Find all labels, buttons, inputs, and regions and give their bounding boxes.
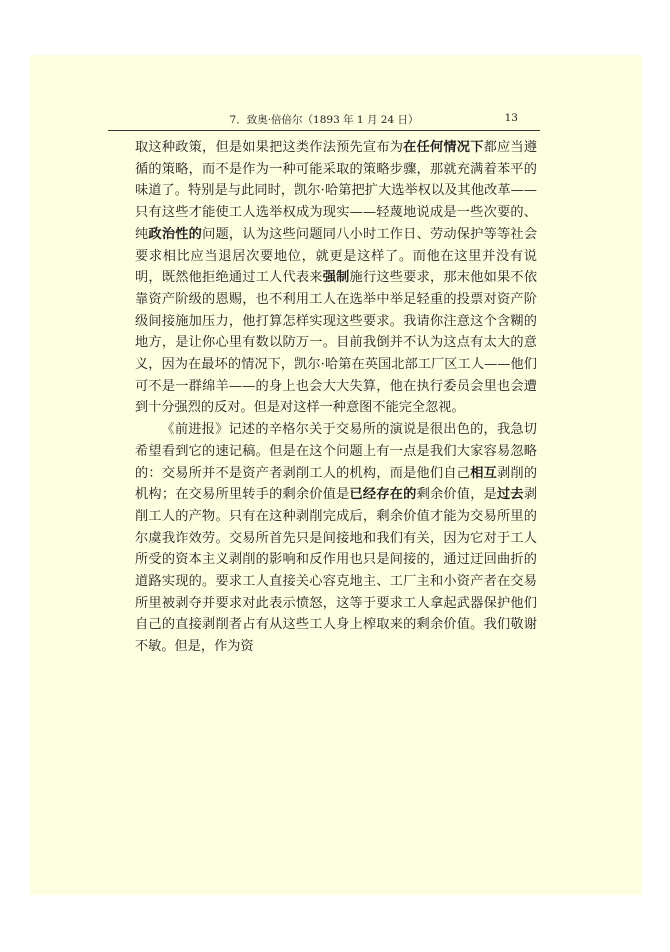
text-segment: 问题，认为这些问题同八小时工作日、劳动保护等等社会要求相比应当退居次要地位，就更是这样了。而他在这里并没有说明，既然他拒绝通过工人代表来 bbox=[135, 226, 538, 286]
emphasized-text: 政治性的 bbox=[148, 226, 203, 242]
header-title: 7．致奥·倍倍尔（1893 年 1 月 24 日） bbox=[229, 114, 419, 126]
emphasized-text: 在任何情况下 bbox=[403, 140, 484, 155]
page-number: 13 bbox=[504, 112, 518, 124]
emphasized-text: 过去 bbox=[497, 487, 524, 503]
text-segment: 剩余价值，是 bbox=[416, 487, 498, 503]
paragraph-2 bbox=[135, 419, 537, 658]
text-segment: 都应当遵循的策略，而不是作为一种可能采取的策略步骤，那就充满着苯平的味道了。特别是与此同时，凯尔·哈第把扩大选举权以及其他改革——只有这些才能使工人选举权成为现实——轻蔑地说成是一些次要的、纯 bbox=[135, 140, 538, 242]
text-segment: 取这种政策，但是如果把这类作法预先宣布为 bbox=[135, 140, 404, 155]
emphasized-text: 已经存在的 bbox=[349, 487, 417, 503]
text-segment: 《前进报》记述的辛格尔关于交易所的演说是很出色的，我急切希望看到它的速记稿。但是在这个问题上有一点是我们大家容易忽略的：交易所并不是资产者剥削工人的机构，而是他们自己 bbox=[135, 422, 537, 481]
emphasized-text: 相互 bbox=[470, 465, 498, 481]
running-header bbox=[108, 108, 540, 131]
text-segment: 施行这些要求，那末他如果不依靠资产阶级的恩赐，也不利用工人在选举中举足轻重的投票对资产阶级间接施加压力，他打算怎样实现这些要求。我请你注意这个含糊的地方，是让你心里有数以防万一。目前我倒并不认为这点有太大的意义，因为在最坏的情况下，凯尔·哈第在英国北部工厂区工人——他们可不是一群绵羊——的身上也会大大失算，他在执行委员会里也会遭到十分强烈的反对。但是对这样一种意图不能完全忽视。 bbox=[135, 270, 538, 416]
emphasized-text: 强制 bbox=[322, 270, 350, 286]
paragraph-1 bbox=[135, 137, 537, 419]
text-segment: 剥削的机构；在交易所里转手的剩余价值是 bbox=[135, 465, 538, 503]
text-segment: 剥削工人的产物。只有在这种剥削完成后，剩余价值才能为交易所里的尔虞我诈效劳。交易所首先只是间接地和我们有关，因为它对于工人所受的资本主义剥削的影响和反作用也只是间接的，通过迂回曲折的道路实现的。要求工人直接关心容克地主、工厂主和小资产者在交易所里被剥夺并要求对此表示愤怒，这等于要求工人拿起武器保护他们自己的直接剥削者占有从这些工人身上榨取来的剩余价值。我们敬谢不敏。但是，作为资 bbox=[135, 487, 538, 655]
body-text bbox=[135, 137, 537, 658]
